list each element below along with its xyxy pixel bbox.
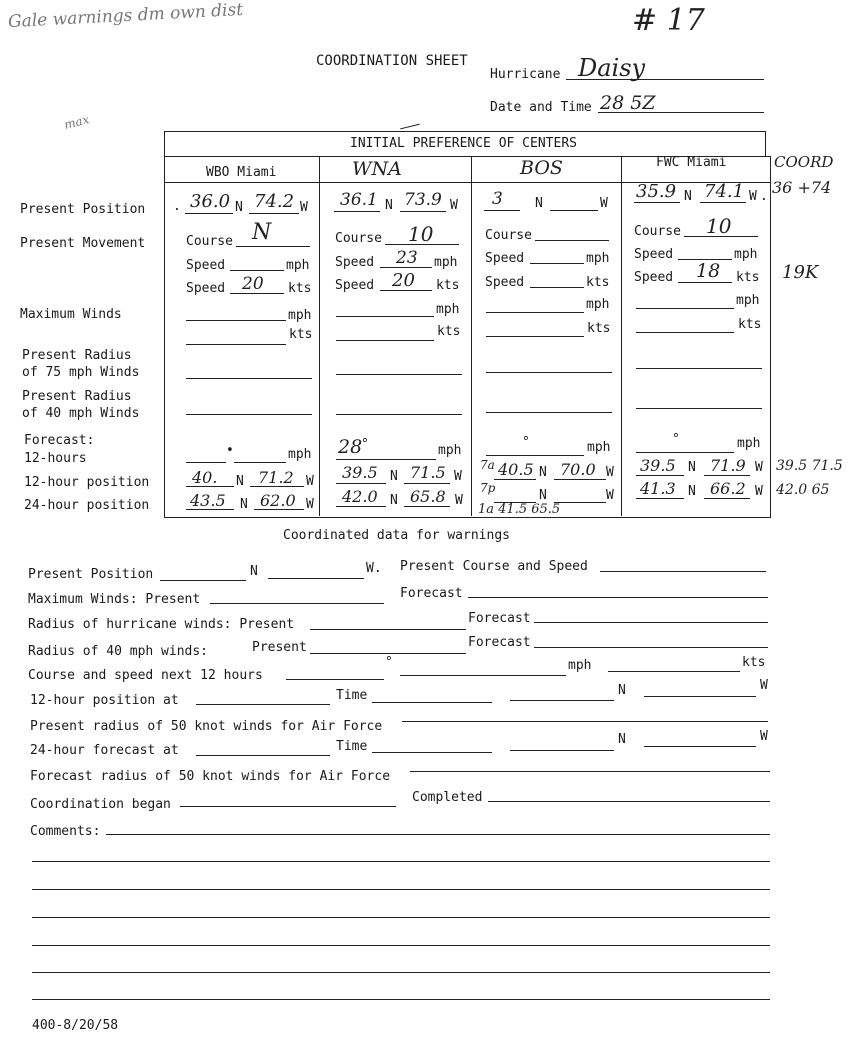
field-underline (230, 270, 284, 271)
form-text: W (450, 198, 458, 213)
field-underline (404, 483, 450, 484)
form-text: W (755, 484, 763, 499)
form-text: Forecast (468, 635, 531, 650)
wna-fc12-deg: 28 (338, 436, 363, 458)
datetime-value: 28 5Z (600, 92, 656, 114)
form-code: 400-8/20/58 (32, 1018, 119, 1033)
col-header-wbo: WBO Miami (206, 165, 277, 180)
form-text: mph (288, 308, 312, 323)
row-label-12-hour-position: 12-hour position (24, 475, 150, 490)
field-underline (336, 506, 386, 507)
form-text: N (390, 469, 398, 484)
field-underline (510, 750, 614, 751)
field-underline (186, 414, 312, 415)
form-text: N (250, 564, 258, 579)
coord-pos12: 39.5 71.5 (776, 458, 843, 474)
bos-extra-note: 1a 41.5 65.5 (478, 502, 561, 517)
form-text: Speed (335, 278, 375, 293)
hurricane-label: Hurricane (490, 67, 561, 82)
bos-pos12-w: 70.0 (560, 460, 596, 479)
form-text: N (684, 189, 692, 204)
form-text: kts (738, 317, 762, 332)
field-underline (636, 408, 762, 409)
form-text: kts (437, 324, 461, 339)
field-underline (372, 702, 492, 703)
field-underline (510, 700, 614, 701)
field-underline (336, 316, 434, 317)
coord-header: COORD (774, 153, 834, 171)
form-text: Speed (634, 270, 674, 285)
field-underline (534, 647, 768, 648)
field-underline (32, 861, 770, 862)
field-underline (636, 498, 684, 499)
field-underline (334, 211, 380, 212)
row-label-radius75-2: of 75 mph Winds (22, 365, 140, 380)
form-text: Speed (335, 255, 375, 270)
form-text: Present radius of 50 knot winds for Air Force (30, 719, 383, 734)
form-text: W (749, 189, 757, 204)
row-label-24-hour-position: 24-hour position (24, 498, 150, 513)
form-text: mph (434, 255, 458, 270)
form-text: Time (336, 688, 368, 703)
form-text: mph (436, 302, 460, 317)
field-underline (700, 202, 746, 203)
col-divider-2 (471, 156, 472, 516)
field-underline (372, 752, 492, 753)
form-text: mph (737, 436, 761, 451)
form-text: kts (436, 278, 460, 293)
field-underline (268, 578, 364, 579)
page-title: COORDINATION SHEET (316, 53, 468, 69)
form-text: mph (586, 251, 610, 266)
wna-speed-mph: 23 (396, 248, 418, 268)
form-text: Speed (634, 247, 674, 262)
form-text: Present Position (28, 567, 154, 582)
form-text: mph (586, 297, 610, 312)
wna-pos12-n: 39.5 (342, 463, 378, 482)
form-text: Course (485, 228, 532, 243)
wbo-pos24-n: 43.5 (190, 491, 226, 510)
form-text: kts (288, 281, 312, 296)
field-underline (484, 210, 520, 211)
field-underline (494, 479, 536, 480)
field-underline (186, 320, 286, 321)
fwc-pos-n: 35.9 (636, 181, 677, 202)
form-text: W (455, 493, 463, 508)
form-text: kts (742, 655, 766, 670)
form-text: W (600, 196, 608, 211)
field-underline (486, 336, 584, 337)
col-divider-3 (621, 156, 622, 516)
field-underline (336, 374, 462, 375)
row-label-12-hours: 12-hours (24, 451, 87, 466)
row-label-present-position: Present Position (20, 202, 146, 217)
field-underline (249, 213, 299, 214)
top-handwritten-note: Gale warnings dm own dist (7, 0, 244, 33)
bos-pos12-note: 7a (480, 458, 495, 472)
form-text: mph (736, 293, 760, 308)
field-underline (32, 917, 770, 918)
field-underline (196, 704, 330, 705)
field-underline (550, 210, 598, 211)
wbo-pos12-w: 71.2 (258, 468, 294, 487)
form-text: W (606, 488, 614, 503)
form-text: Speed (186, 258, 226, 273)
field-underline (644, 746, 756, 747)
field-underline (644, 696, 756, 697)
fwc-pos24-n: 41.3 (640, 479, 676, 498)
form-text: Course (186, 234, 233, 249)
form-text: mph (288, 447, 312, 462)
form-text: W (306, 497, 314, 512)
field-underline (600, 571, 766, 572)
field-underline (636, 332, 734, 333)
margin-note: max (62, 112, 91, 132)
wna-pos12-w: 71.5 (410, 463, 446, 482)
field-underline (210, 603, 384, 604)
field-underline (234, 462, 286, 463)
field-underline (336, 459, 436, 460)
field-underline (410, 771, 770, 772)
form-text: mph (286, 258, 310, 273)
form-text: Coordination began (30, 797, 171, 812)
form-text: W. (366, 561, 382, 576)
field-underline (236, 246, 310, 247)
field-underline (634, 202, 680, 203)
form-text: Present (252, 640, 307, 655)
form-text: N (390, 493, 398, 508)
form-text: Speed (485, 251, 525, 266)
form-text: Maximum Winds: Present (28, 592, 201, 607)
form-text: . (760, 189, 768, 204)
field-underline (336, 483, 386, 484)
form-text: . (173, 199, 181, 214)
field-underline (636, 452, 734, 453)
form-text: W (454, 469, 462, 484)
wna-course: 10 (408, 222, 434, 246)
form-text: N (688, 484, 696, 499)
datetime-label: Date and Time (490, 100, 592, 115)
form-text: Radius of 40 mph winds: (28, 644, 209, 659)
field-underline (486, 455, 584, 456)
fwc-course: 10 (706, 214, 732, 238)
field-underline (404, 506, 450, 507)
bos-pos24-note: 7p (480, 481, 496, 495)
field-underline (486, 412, 612, 413)
header-row-line (164, 182, 770, 183)
form-text: mph (568, 658, 592, 673)
form-text: W (300, 200, 308, 215)
field-underline (636, 308, 734, 309)
field-underline (310, 653, 466, 654)
field-underline (636, 368, 762, 369)
bos-pos-n: 3 (492, 189, 503, 209)
wna-speed-kts: 20 (392, 270, 415, 291)
form-text: Course (634, 224, 681, 239)
form-text: N (539, 465, 547, 480)
form-text: • (226, 443, 234, 458)
form-text: kts (736, 270, 760, 285)
form-text: Present Course and Speed (400, 559, 588, 574)
form-text: Forecast (468, 611, 531, 626)
wbo-pos-w: 74.2 (254, 191, 295, 212)
wbo-pos-n: 36.0 (190, 191, 231, 212)
field-underline (32, 999, 770, 1000)
field-underline (488, 801, 770, 802)
col-header-wna: WNA (352, 158, 402, 180)
coord-position: 36 +74 (772, 178, 832, 197)
bos-pos12-n: 40.5 (498, 460, 534, 479)
form-text: N (539, 488, 547, 503)
field-underline (32, 889, 770, 890)
coord-speed: 19K (782, 262, 819, 283)
form-text: N (535, 196, 543, 211)
wna-pos24-w: 65.8 (410, 487, 446, 506)
form-text: Forecast radius of 50 knot winds for Air Force (30, 769, 391, 784)
field-underline (286, 679, 384, 680)
fwc-pos12-w: 71.9 (710, 456, 746, 475)
form-text: W (760, 678, 768, 693)
field-underline (402, 721, 768, 722)
fwc-pos-w: 74.1 (704, 181, 745, 202)
form-text: N (240, 497, 248, 512)
row-label-forecast: Forecast: (24, 433, 95, 448)
field-underline (554, 502, 606, 503)
form-text: Completed (412, 790, 483, 805)
form-text: Speed (186, 281, 226, 296)
form-text: kts (289, 327, 313, 342)
form-text: N (236, 474, 244, 489)
field-underline (486, 372, 612, 373)
field-underline (530, 287, 584, 288)
field-underline (608, 671, 740, 672)
wbo-course: N (252, 220, 272, 245)
field-underline (534, 622, 768, 623)
form-text: 24-hour forecast at (30, 743, 179, 758)
row-label-present-movement: Present Movement (20, 236, 146, 251)
form-text: 12-hour position at (30, 693, 179, 708)
form-text: kts (587, 321, 611, 336)
comments-label: Comments: (30, 824, 101, 839)
fwc-pos12-n: 39.5 (640, 456, 676, 475)
form-text: ° (522, 435, 530, 450)
field-underline (310, 629, 466, 630)
field-underline (32, 972, 770, 973)
field-underline (704, 475, 750, 476)
form-text: N (385, 198, 393, 213)
row-label-radius75-1: Present Radius (22, 348, 132, 363)
field-underline (186, 344, 286, 345)
field-underline (180, 806, 396, 807)
field-underline (400, 211, 446, 212)
field-underline (32, 945, 770, 946)
form-text: mph (734, 247, 758, 262)
form-text: Course (335, 231, 382, 246)
form-text: W (755, 460, 763, 475)
form-text: ° (385, 655, 393, 670)
form-text: mph (438, 443, 462, 458)
field-underline (678, 282, 732, 283)
form-text: Time (336, 739, 368, 754)
field-underline (486, 312, 584, 313)
row-label-radius40-2: of 40 mph Winds (22, 406, 140, 421)
field-underline (530, 263, 584, 264)
fwc-speed-kts: 18 (696, 260, 721, 282)
field-underline (186, 462, 226, 463)
wna-pos-w: 73.9 (404, 190, 442, 210)
field-underline (468, 597, 768, 598)
field-underline (704, 498, 750, 499)
field-underline (196, 755, 330, 756)
form-text: W (760, 729, 768, 744)
field-underline (535, 240, 609, 241)
table-title: INITIAL PREFERENCE OF CENTERS (350, 136, 577, 151)
form-text: Speed (485, 275, 525, 290)
field-underline (336, 340, 434, 341)
form-text: W (606, 465, 614, 480)
form-text: ° (672, 432, 680, 447)
form-text: mph (587, 440, 611, 455)
field-underline (160, 580, 246, 581)
form-text: N (235, 200, 243, 215)
field-underline (400, 675, 566, 676)
col-header-fwc: FWC Miami (656, 155, 727, 170)
wbo-pos12-n: 40. (192, 468, 218, 487)
form-text: Radius of hurricane winds: Present (28, 617, 295, 632)
coordinated-title: Coordinated data for warnings (283, 528, 510, 543)
form-text: Course and speed next 12 hours (28, 668, 263, 683)
form-text: W (306, 474, 314, 489)
coord-pos24: 42.0 65 (776, 482, 830, 498)
row-label-maximum-winds: Maximum Winds (20, 307, 122, 322)
form-text: Forecast (400, 586, 463, 601)
row-label-radius40-1: Present Radius (22, 389, 132, 404)
wbo-speed-kts: 20 (242, 274, 264, 294)
field-underline (186, 378, 312, 379)
form-text: kts (586, 275, 610, 290)
sheet-number: # 17 (632, 3, 705, 38)
hurricane-value: Daisy (578, 54, 646, 82)
wna-pos-n: 36.1 (340, 190, 378, 210)
form-text: N (688, 460, 696, 475)
field-underline (336, 414, 462, 415)
fwc-pos24-w: 66.2 (710, 479, 746, 498)
form-text: N (618, 683, 626, 698)
wna-pos24-n: 42.0 (342, 487, 378, 506)
field-underline (636, 475, 684, 476)
form-text: ° (361, 437, 369, 452)
check-mark (400, 124, 420, 130)
field-underline (554, 479, 606, 480)
col-header-bos: BOS (520, 157, 563, 179)
field-underline (185, 213, 233, 214)
form-text: N (618, 732, 626, 747)
col-divider-1 (319, 156, 320, 516)
field-underline (106, 834, 770, 835)
wbo-pos24-w: 62.0 (260, 491, 296, 510)
